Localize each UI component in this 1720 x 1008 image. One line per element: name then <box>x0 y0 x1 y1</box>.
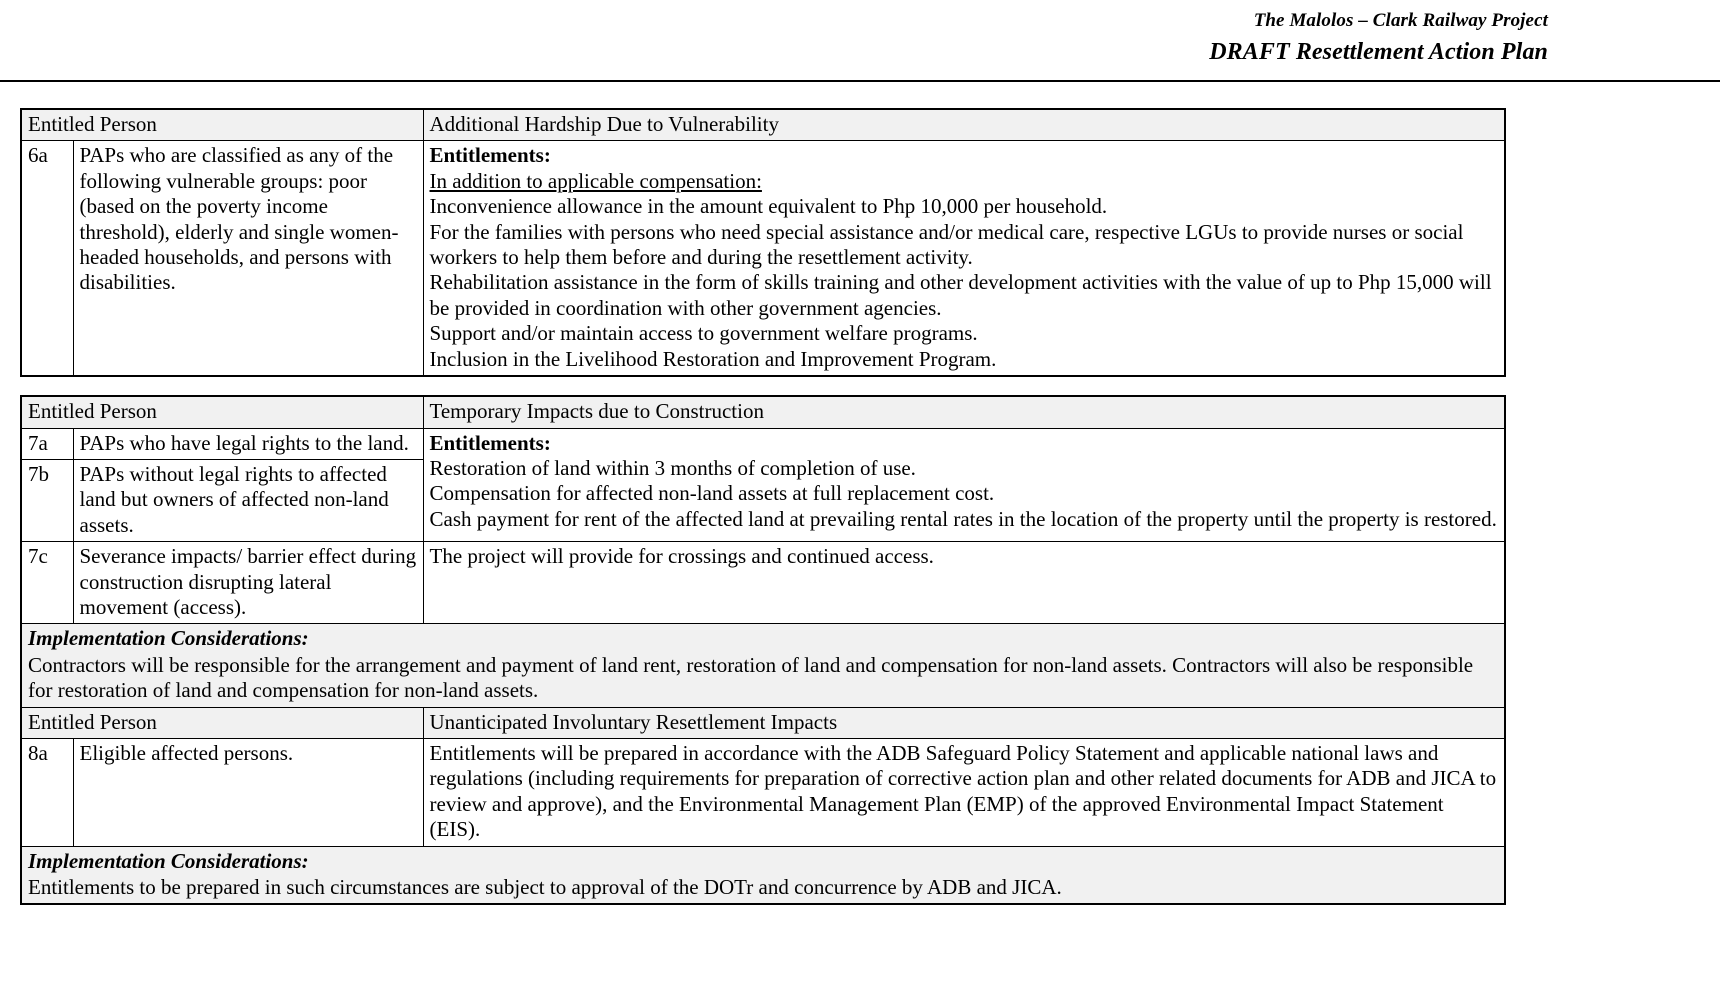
implementation-considerations-row <box>21 846 1505 904</box>
project-title: The Malolos – Clark Railway Project <box>1253 10 1548 31</box>
entitlement-item: For the families with persons who need special assistance and/or medical care, respective LGUs to provide nurses or social workers to help them before and during the resettlement activity. <box>429 219 1464 270</box>
row-entitlements-7c <box>423 542 1505 624</box>
implementation-considerations-unanticipated <box>21 846 1505 904</box>
row-description-7b: PAPs without legal rights to affected land but owners of affected non-land assets. <box>73 459 423 541</box>
entitlements-subtitle: In addition to applicable compensation: <box>429 168 762 193</box>
entitlement-item: Entitlements will be prepared in accordance with the ADB Safeguard Policy Statement and applicable national laws and regulations (including requirements for preparation of corrective action plan and other related documents for ADB and JICA to review and approve), and the Environmental Management Plan (EMP) of the approved Environmental Impact Statement (EIS). <box>429 740 1497 842</box>
table-vulnerability-wrapper <box>0 108 1720 377</box>
column-header-temporary-impacts: Temporary Impacts due to Construction <box>423 396 1505 428</box>
table-row <box>21 141 1505 376</box>
column-header-unanticipated-impacts: Unanticipated Involuntary Resettlement Impacts <box>423 707 1505 738</box>
entitlement-item: Rehabilitation assistance in the form of skills training and other development activities with the value of up to Php 15,000 will be provided in coordination with other government agencies. <box>429 270 1492 320</box>
column-header-entitled-person: Entitled Person <box>21 396 423 428</box>
column-header-entitled-person: Entitled Person <box>21 707 423 738</box>
implementation-body: Entitlements to be prepared in such circumstances are subject to approval of the DOTr and concurrence by ADB and JICA. <box>28 875 1062 899</box>
implementation-title: Implementation Considerations: <box>28 626 309 651</box>
spacer-between-tables <box>0 377 1720 395</box>
entitlement-item: Cash payment for rent of the affected land at prevailing rental rates in the location of the property until the property is restored. <box>429 506 1497 531</box>
table-row <box>21 428 1505 459</box>
row-entitlements-6a <box>423 141 1505 376</box>
row-description-7a: PAPs who have legal rights to the land. <box>73 428 423 459</box>
entitlements-label: Entitlements: <box>429 430 551 455</box>
row-entitlements-7ab <box>423 428 1505 542</box>
entitlement-item: Inclusion in the Livelihood Restoration and Improvement Program. <box>429 346 997 371</box>
document-title: DRAFT Resettlement Action Plan <box>1209 38 1548 65</box>
implementation-considerations-row <box>21 624 1505 707</box>
row-number-7a: 7a <box>21 428 73 459</box>
row-description-7c: Severance impacts/ barrier effect during construction disrupting lateral movement (access). <box>73 542 423 624</box>
running-header <box>0 0 1720 74</box>
spacer-top <box>0 82 1720 108</box>
entitlement-item: Support and/or maintain access to government welfare programs. <box>429 321 978 346</box>
implementation-title: Implementation Considerations: <box>28 848 309 873</box>
table-header-row <box>21 396 1505 428</box>
row-number-7b: 7b <box>21 459 73 541</box>
table-header-row <box>21 109 1505 141</box>
table-row <box>21 542 1505 624</box>
implementation-considerations-temporary <box>21 624 1505 707</box>
table-row <box>21 738 1505 846</box>
entitlements-label: Entitlements: <box>429 143 551 168</box>
row-entitlements-8a <box>423 738 1505 846</box>
column-header-entitled-person: Entitled Person <box>21 109 423 141</box>
entitlement-item: Compensation for affected non-land assets at full replacement cost. <box>429 481 995 506</box>
table-temporary-impacts-wrapper <box>0 395 1720 905</box>
row-description-6a: PAPs who are classified as any of the following vulnerable groups: poor (based on the poverty income threshold), elderly and single women-headed households, and persons with disabilities. <box>73 141 423 376</box>
table-vulnerability <box>20 108 1506 377</box>
table-header-row <box>21 707 1505 738</box>
row-number-7c: 7c <box>21 542 73 624</box>
row-description-8a: Eligible affected persons. <box>73 738 423 846</box>
row-number-8a: 8a <box>21 738 73 846</box>
row-number-6a: 6a <box>21 141 73 376</box>
implementation-body: Contractors will be responsible for the arrangement and payment of land rent, restoration of land and compensation for non-land assets. Contractors will also be responsible for restoration of land and compensation for non-land assets. <box>28 652 1474 703</box>
entitlement-item: Restoration of land within 3 months of completion of use. <box>429 455 916 480</box>
table-temporary-impacts <box>20 395 1506 905</box>
entitlement-item: Inconvenience allowance in the amount equivalent to Php 10,000 per household. <box>429 194 1108 219</box>
entitlement-item: The project will provide for crossings and continued access. <box>429 544 934 569</box>
column-header-additional-hardship: Additional Hardship Due to Vulnerability <box>423 109 1505 141</box>
